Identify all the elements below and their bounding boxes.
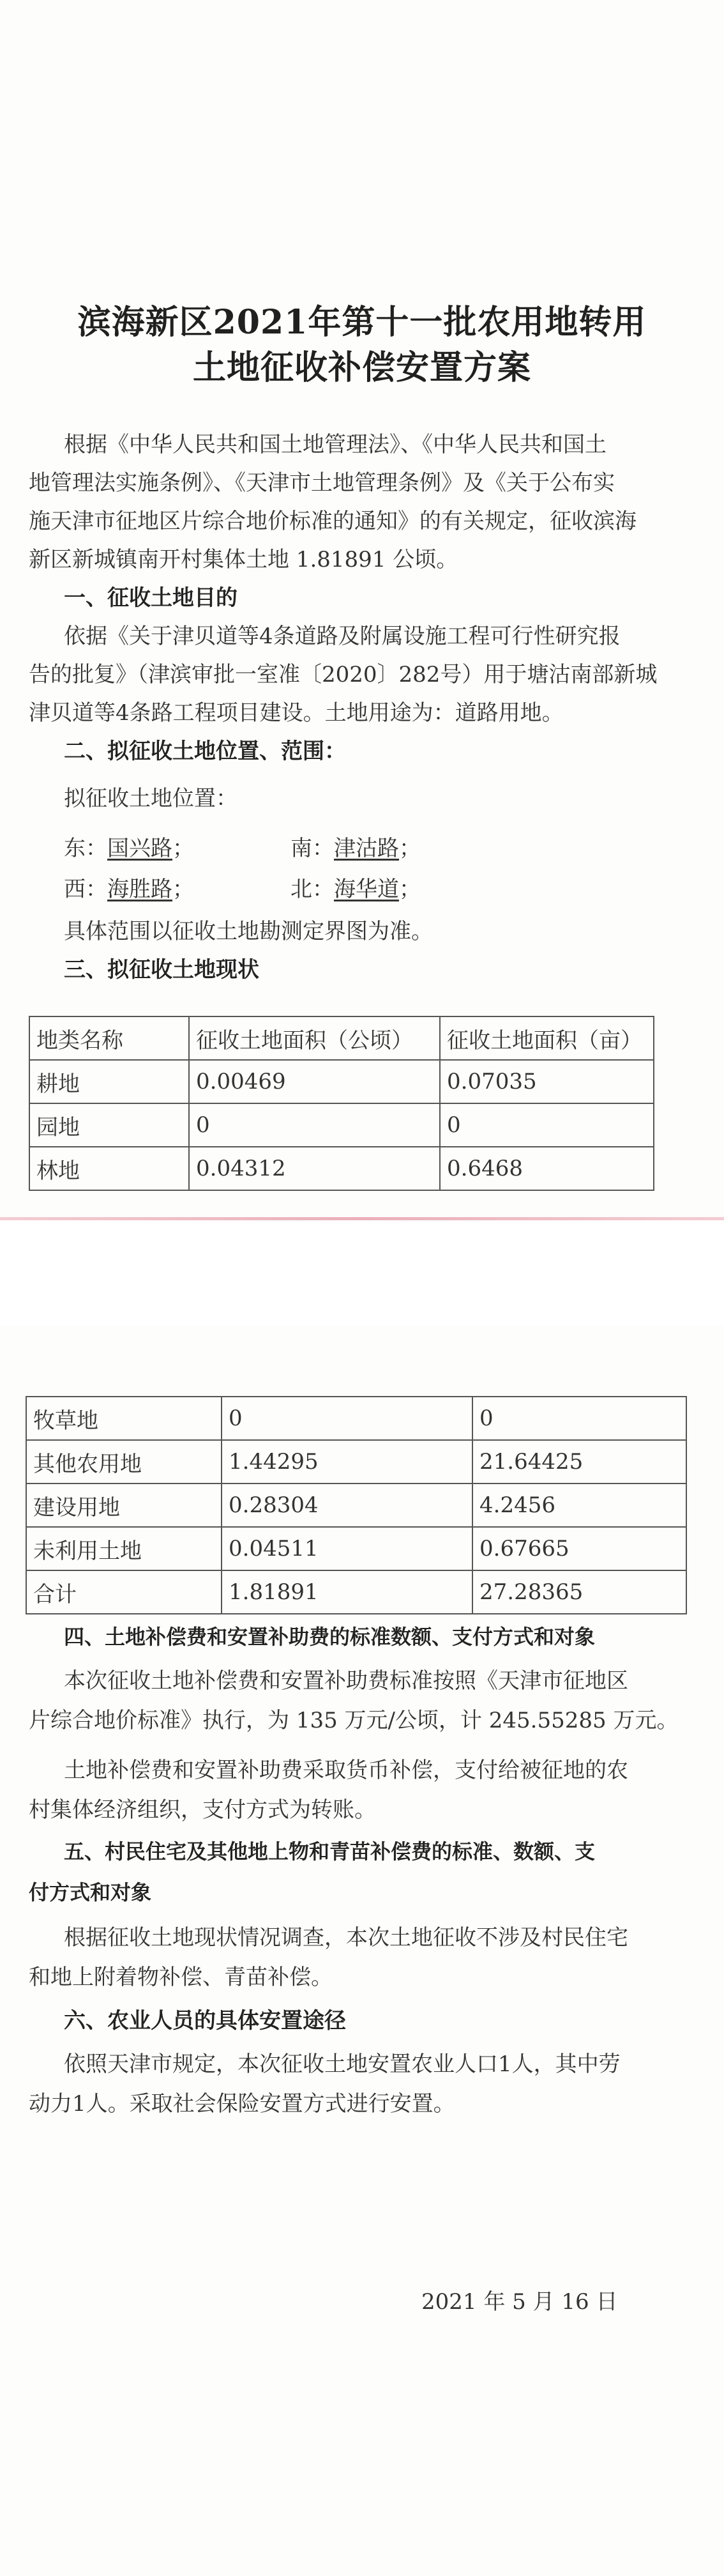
land-status-table-part-2	[26, 1396, 687, 1614]
header-area-mu: 征收土地面积（亩）	[440, 1016, 654, 1060]
scope-note: 具体范围以征收土地勘测定界图为准。	[64, 919, 433, 944]
location-label: 拟征收土地位置：	[64, 786, 238, 811]
boundary-east-label: 东：	[64, 836, 107, 861]
section-4-p2-line-2: 村集体经济组织，支付方式为转账。	[29, 1797, 376, 1823]
table-cell-land-type: 建设用地	[26, 1483, 222, 1527]
section-3-heading: 三、拟征收土地现状	[64, 957, 259, 983]
section-5-line-2: 和地上附着物补偿、青苗补偿。	[29, 1965, 333, 1990]
boundary-west-label: 西：	[64, 877, 107, 902]
table-cell-land-type: 合计	[26, 1570, 222, 1614]
table-cell-hectare: 0.04511	[222, 1527, 472, 1570]
section-5-heading-line-1: 五、村民住宅及其他地上物和青苗补偿费的标准、数额、支	[64, 1839, 596, 1864]
boundary-west-road: 海胜路	[107, 877, 172, 902]
section-1-heading: 一、征收土地目的	[64, 585, 238, 611]
document-page-2	[0, 1326, 724, 2576]
table-cell-mu: 0.6468	[440, 1147, 654, 1190]
intro-line-1: 根据《中华人民共和国土地管理法》、《中华人民共和国土	[64, 432, 607, 457]
table-cell-land-type: 林地	[29, 1147, 189, 1190]
land-status-table-part-1	[29, 1016, 654, 1191]
boundary-south-label: 南：	[290, 836, 334, 861]
boundary-south	[290, 831, 421, 862]
table-cell-hectare: 1.81891	[222, 1570, 472, 1614]
boundary-east-road: 国兴路	[107, 836, 172, 861]
section-5-line-1: 根据征收土地现状情况调查，本次土地征收不涉及村民住宅	[64, 1925, 628, 1951]
table-cell-land-type: 耕地	[29, 1060, 189, 1103]
table-row	[26, 1527, 686, 1570]
section-4-heading: 四、土地补偿费和安置补助费的标准数额、支付方式和对象	[64, 1625, 596, 1649]
section-5-heading-line-2: 付方式和对象	[29, 1880, 152, 1905]
section-4-p1-line-2: 片综合地价标准》执行，为 135 万元/公顷，计 245.55285 万元。	[29, 1708, 679, 1733]
section-6-line-2: 动力1人。采取社会保险安置方式进行安置。	[29, 2091, 455, 2117]
table-row	[26, 1440, 686, 1483]
boundary-east-separator: ；	[172, 836, 194, 861]
table-header-row	[29, 1016, 654, 1060]
table-row	[26, 1483, 686, 1527]
intro-line-2: 地管理法实施条例》、《天津市土地管理条例》及《关于公布实	[29, 470, 615, 496]
boundary-south-road: 津沽路	[334, 836, 399, 861]
document-date: 2021 年 5 月 16 日	[421, 2289, 618, 2315]
table-cell-hectare: 0.04312	[189, 1147, 440, 1190]
table-row	[26, 1397, 686, 1440]
table-row	[29, 1060, 654, 1103]
table-cell-land-type: 未利用土地	[26, 1527, 222, 1570]
boundary-north-label: 北：	[290, 877, 334, 902]
section-4-p2-line-1: 土地补偿费和安置补助费采取货币补偿，支付给被征地的农	[64, 1758, 628, 1783]
boundary-north-separator: ；	[399, 877, 421, 902]
section-2-heading: 二、拟征收土地位置、范围：	[64, 739, 346, 764]
intro-line-4: 新区新城镇南开村集体土地 1.81891 公顷。	[29, 547, 458, 572]
boundary-west-separator: ；	[172, 877, 194, 902]
table-cell-mu: 0	[440, 1103, 654, 1147]
section-6-line-1: 依照天津市规定，本次征收土地安置农业人口1人，其中劳	[64, 2051, 621, 2077]
section-1-line-2: 告的批复》（津滨审批一室准〔2020〕282号）用于塘沽南部新城	[29, 662, 658, 687]
table-cell-mu: 21.64425	[472, 1440, 686, 1483]
header-area-hectare: 征收土地面积（公顷）	[189, 1016, 440, 1060]
header-land-type: 地类名称	[29, 1016, 189, 1060]
table-cell-mu: 27.28365	[472, 1570, 686, 1614]
table-cell-hectare: 0	[189, 1103, 440, 1147]
table-cell-mu: 0.67665	[472, 1527, 686, 1570]
table-cell-land-type: 牧草地	[26, 1397, 222, 1440]
section-1-line-3: 津贝道等4条路工程项目建设。土地用途为：道路用地。	[29, 700, 564, 726]
table-cell-land-type: 园地	[29, 1103, 189, 1147]
boundary-north	[290, 871, 421, 903]
section-4-p1-line-1: 本次征收土地补偿费和安置补助费标准按照《天津市征地区	[64, 1668, 628, 1694]
boundary-north-road: 海华道	[334, 877, 399, 902]
document-title-line-2: 土地征收补偿安置方案	[192, 348, 531, 387]
document-title-line-1: 滨海新区2021年第十一批农用地转用	[77, 303, 647, 342]
table-cell-land-type: 其他农用地	[26, 1440, 222, 1483]
page-gap	[0, 1220, 724, 1326]
table-total-row	[26, 1570, 686, 1614]
table-cell-mu: 4.2456	[472, 1483, 686, 1527]
table-cell-mu: 0.07035	[440, 1060, 654, 1103]
document-page-1	[0, 0, 724, 1217]
table-cell-hectare: 1.44295	[222, 1440, 472, 1483]
boundary-west	[64, 871, 194, 903]
section-1-line-1: 依据《关于津贝道等4条道路及附属设施工程可行性研究报	[64, 624, 621, 649]
table-cell-mu: 0	[472, 1397, 686, 1440]
boundary-south-separator: ；	[399, 836, 421, 861]
intro-line-3: 施天津市征地区片综合地价标准的通知》的有关规定，征收滨海	[29, 509, 637, 534]
table-cell-hectare: 0.00469	[189, 1060, 440, 1103]
table-row	[29, 1103, 654, 1147]
table-cell-hectare: 0	[222, 1397, 472, 1440]
section-6-heading: 六、农业人员的具体安置途径	[64, 2008, 346, 2034]
boundary-east	[64, 831, 194, 862]
table-row	[29, 1147, 654, 1190]
table-cell-hectare: 0.28304	[222, 1483, 472, 1527]
